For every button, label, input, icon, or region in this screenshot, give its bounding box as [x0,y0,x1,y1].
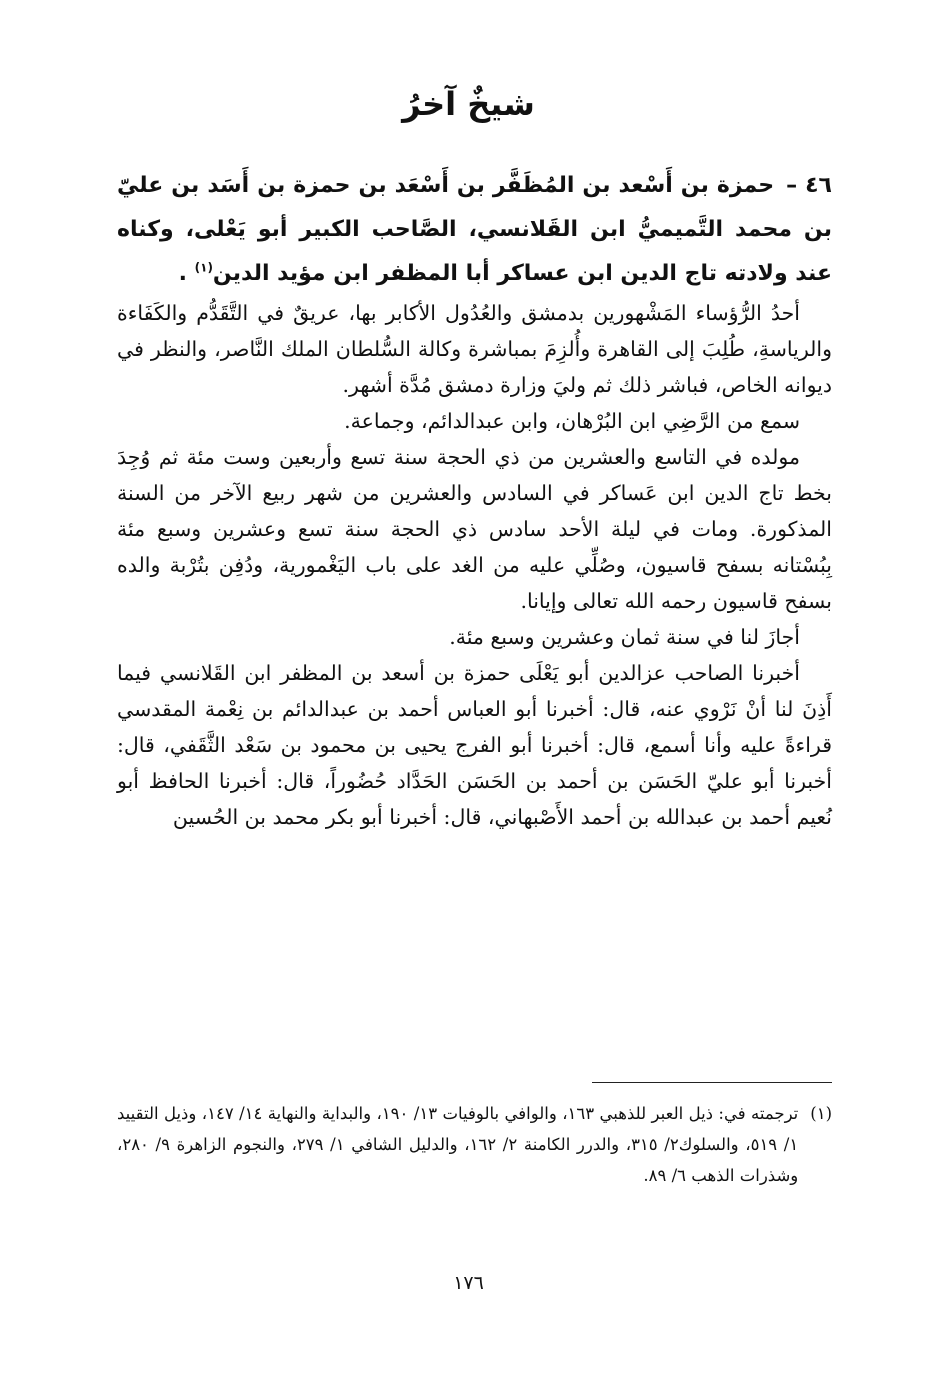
entry-end: . [178,261,195,286]
entry-header [117,164,832,296]
paragraph-birth-death: مولده في التاسع والعشرين من ذي الحجة سنة تسع وأربعين وست مئة ثم وُجِدَ بخط تاج الدين ابن عَساكر في السادس والعشرين من شهر ربيع الآخر من السنة المذكورة. ومات في ليلة الأحد سادس ذي الحجة سنة تسع وعشرين وسبع مئة بِبُسْتانه بسفح قاسيون، وصُلِّي عليه من الغد على باب اليَغْمورية، ودُفِن بتُرْبة والده بسفح قاسيون رحمه الله تعالى وإيانا. [117,445,832,613]
entry-number: ٤٦ – [786,173,832,198]
paragraph-ijaza: أجازَ لنا في سنة ثمان وعشرين وسبع مئة. [449,625,800,649]
biography-body [117,295,832,835]
footnote-divider [592,1082,832,1083]
paragraph-isnad: أخبرنا الصاحب عزالدين أبو يَعْلَى حمزة بن أسعد بن المظفر ابن القَلانسي فيما أَذِنَ لنا أنْ نَرْوي عنه، قال: أخبرنا أبو العباس أحمد بن عبدالدائم بن نِعْمة المقدسي قراءةً عليه وأنا أسمع، قال: أخبرنا أبو الفرج يحيى بن محمود بن سَعْد الثَّقَفي، قال: أخبرنا أبو عليّ الحَسَن بن أحمد بن الحَسَن الحَدَّاد حُضُوراً، قال: أخبرنا الحافظ أبو نُعيم أحمد بن عبدالله بن أحمد الأَصْبهاني، قال: أخبرنا أبو بكر محمد بن الحُسين [117,661,832,829]
footnote [117,1098,832,1191]
entry-name: حمزة بن أَسْعد بن المُظَفَّر بن أَسْعَد بن حمزة بن أَسَد بن عليّ بن محمد التَّميميُّ ابن القَلانسي، الصَّاحب الكبير أبو يَعْلى، وكناه عند ولادته تاج الدين ابن عساكر أبا المظفر ابن مؤيد الدين [117,173,832,286]
paragraph-teachers: سمع من الرَّضِي ابن البُرْهان، وابن عبدالدائم، وجماعة. [344,409,800,433]
footnote-marker: (١) [810,1104,832,1123]
footnote-text: ترجمته في: ذيل العبر للذهبي ١٦٣، والوافي بالوفيات ١٣/ ١٩٠، والبداية والنهاية ١٤/ ١٤٧، وذيل التقييد ١/ ٥١٩، والسلوك٢/ ٣١٥، والدرر الكامنة ٢/ ١٦٢، والدليل الشافي ١/ ٢٧٩، والنجوم الزاهرة ٩/ ٢٨٠، وشذرات الذهب ٦/ ٨٩. [117,1104,799,1185]
footnote-reference[interactable]: (١) [194,260,213,275]
paragraph-career: أحدُ الرُّؤساء المَشْهورين بدمشق والعُدُول الأكابر بها، عريقٌ في التَّقَدُّم والكَفَاءة والرياسةِ، طُلِبَ إلى القاهرة وأُلزِمَ بمباشرة وكالة السُّلطان الملك النَّاصر، والنظر في ديوانه الخاص، فباشر ذلك ثم وليَ وزارة دمشق مُدَّة أشهر. [117,301,832,397]
section-heading: شيخٌ آخرُ [402,85,535,123]
page-number: ١٧٦ [453,1272,484,1294]
